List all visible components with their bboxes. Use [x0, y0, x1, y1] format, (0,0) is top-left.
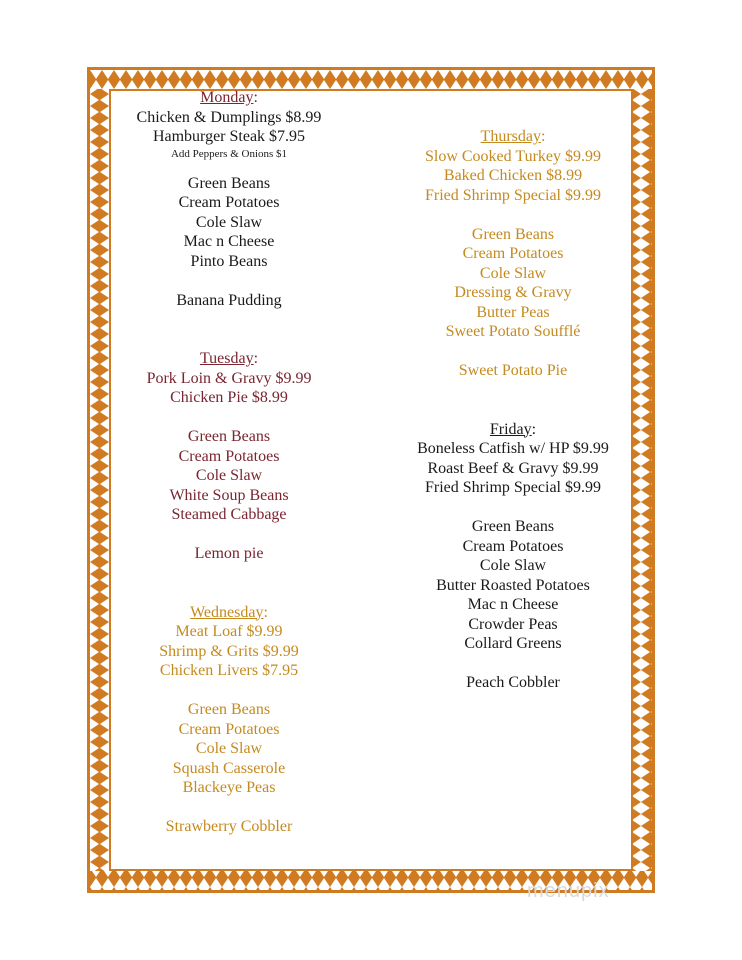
monday-dessert: Banana Pudding — [176, 291, 282, 309]
tuesday-heading: Tuesday: — [199, 350, 259, 367]
wednesday-side-3: Cole Slaw — [195, 740, 263, 757]
monday-section — [110, 88, 348, 310]
tuesday-dessert: Lemon pie — [194, 545, 264, 562]
friday-dessert: Peach Cobbler — [466, 674, 560, 691]
monday-main-2: Hamburger Steak $7.95 — [152, 128, 306, 145]
thursday-main-3: Fried Shrimp Special $9.99 — [425, 186, 601, 204]
monday-side-4: Mac n Cheese — [183, 233, 275, 250]
left-column — [110, 88, 348, 837]
tuesday-title: Tuesday — [199, 350, 254, 367]
watermark: menupix — [527, 880, 610, 902]
thursday-title: Thursday — [480, 128, 541, 145]
thursday-side-1: Green Beans — [471, 225, 555, 243]
tuesday-section — [110, 349, 348, 564]
wednesday-title: Wednesday — [190, 603, 264, 621]
tuesday-side-1: Green Beans — [187, 428, 271, 445]
friday-side-2: Cream Potatoes — [462, 537, 564, 555]
monday-title: Monday — [200, 89, 254, 106]
wednesday-main-2: Shrimp & Grits $9.99 — [159, 642, 299, 660]
friday-side-7: Collard Greens — [464, 635, 562, 652]
wednesday-side-5: Blackeye Peas — [182, 779, 276, 796]
tuesday-side-4: White Soup Beans — [169, 486, 289, 504]
thursday-dessert: Sweet Potato Pie — [458, 362, 568, 379]
monday-side-3: Cole Slaw — [195, 213, 263, 231]
friday-side-4: Butter Roasted Potatoes — [436, 576, 590, 594]
monday-heading: Monday: — [200, 89, 258, 106]
wednesday-dessert: Strawberry Cobbler — [165, 818, 293, 835]
thursday-side-3: Cole Slaw — [479, 264, 547, 282]
tuesday-main-2: Chicken Pie $8.99 — [170, 389, 288, 406]
wednesday-section — [110, 603, 348, 837]
monday-side-1: Green Beans — [187, 174, 271, 192]
wednesday-side-2: Cream Potatoes — [178, 720, 280, 738]
monday-side-5: Pinto Beans — [190, 252, 268, 270]
friday-title: Friday — [489, 420, 532, 438]
wednesday-side-4: Squash Casserole — [172, 759, 286, 777]
thursday-side-6: Sweet Potato Soufflé — [445, 323, 581, 340]
friday-section — [393, 420, 633, 693]
tuesday-side-3: Cole Slaw — [195, 467, 263, 484]
wednesday-side-1: Green Beans — [187, 701, 271, 718]
thursday-side-4: Dressing & Gravy — [454, 284, 572, 301]
friday-main-3: Fried Shrimp Special $9.99 — [425, 479, 601, 496]
tuesday-side-5: Steamed Cabbage — [171, 506, 287, 523]
thursday-main-1: Slow Cooked Turkey $9.99 — [424, 147, 602, 165]
thursday-side-2: Cream Potatoes — [462, 245, 564, 262]
friday-side-5: Mac n Cheese — [467, 596, 559, 613]
monday-side-2: Cream Potatoes — [178, 194, 280, 211]
right-column — [393, 127, 633, 693]
thursday-heading: Thursday: — [480, 128, 546, 145]
monday-main-1: Chicken & Dumplings $8.99 — [136, 108, 322, 126]
wednesday-main-3: Chicken Livers $7.95 — [159, 662, 299, 679]
thursday-section — [393, 127, 633, 381]
tuesday-side-2: Cream Potatoes — [178, 447, 280, 465]
friday-side-3: Cole Slaw — [479, 557, 547, 574]
friday-side-1: Green Beans — [471, 518, 555, 535]
friday-side-6: Crowder Peas — [468, 615, 558, 633]
monday-note: Add Peppers & Onions $1 — [170, 147, 288, 160]
friday-heading: Friday: — [489, 420, 537, 438]
tuesday-main-1: Pork Loin & Gravy $9.99 — [146, 369, 312, 387]
thursday-main-2: Baked Chicken $8.99 — [443, 167, 583, 184]
thursday-side-5: Butter Peas — [476, 303, 550, 321]
wednesday-main-1: Meat Loaf $9.99 — [175, 623, 283, 640]
friday-main-1: Boneless Catfish w/ HP $9.99 — [417, 440, 609, 457]
friday-main-2: Roast Beef & Gravy $9.99 — [427, 459, 599, 477]
wednesday-heading: Wednesday: — [190, 603, 268, 621]
